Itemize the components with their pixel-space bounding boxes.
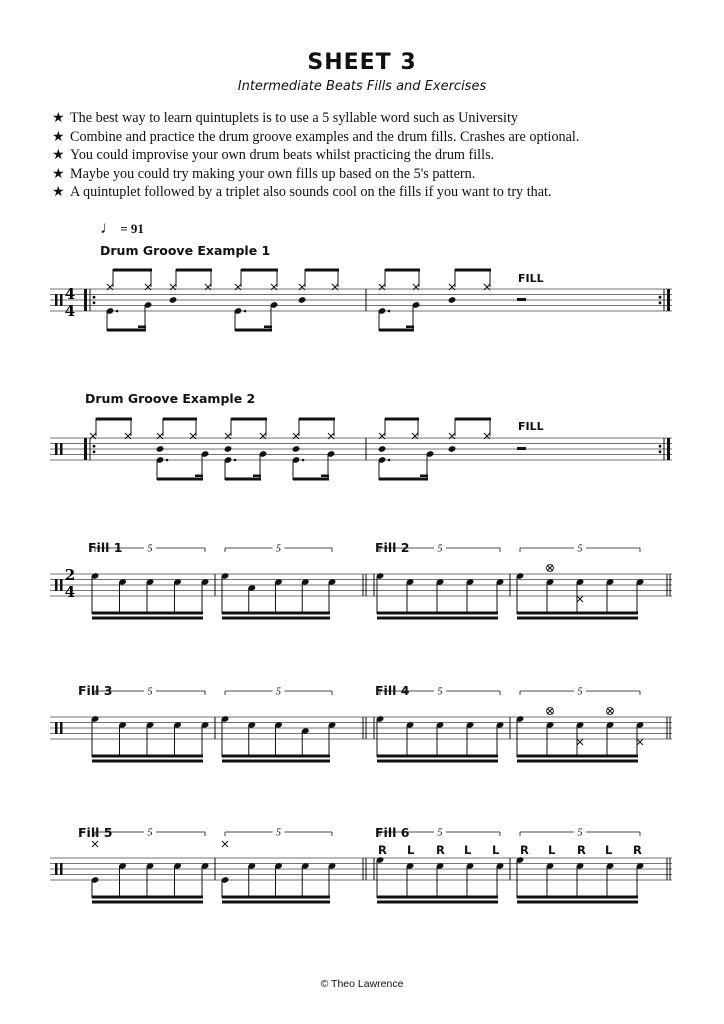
beam: [321, 475, 329, 478]
repeat-dot: [659, 296, 662, 299]
tuplet-number: 5: [437, 827, 443, 839]
fill-2-label: Fill 2: [375, 540, 410, 555]
groove-2-label: Drum Groove Example 2: [85, 391, 256, 406]
beam: [176, 269, 212, 272]
time-sig-bottom: 4: [64, 583, 76, 601]
beam: [385, 418, 419, 421]
beam: [92, 901, 203, 904]
sticking-letter: R: [577, 843, 586, 857]
sticking-letter: R: [378, 843, 387, 857]
beam: [222, 617, 330, 620]
tuplet-number: 5: [276, 827, 281, 839]
beam: [517, 901, 638, 904]
beam: [385, 269, 420, 272]
tuplet-number: 5: [147, 827, 153, 839]
sheet-title: SHEET 3: [307, 50, 417, 75]
sticking-letter: R: [520, 843, 529, 857]
star-icon: ★: [52, 165, 65, 182]
repeat-dot: [93, 445, 96, 448]
repeat-dot: [659, 301, 662, 304]
beam: [455, 418, 491, 421]
beam: [377, 896, 498, 899]
dot: [116, 310, 119, 313]
tip-text: The best way to learn quintuplets is to use a 5 syllable word such as University: [70, 110, 519, 126]
tuplet-number: 5: [147, 686, 153, 698]
percussion-clef: [60, 294, 63, 306]
notehead: [448, 445, 457, 453]
beam: [377, 617, 498, 620]
beam: [222, 755, 330, 758]
beam: [92, 896, 203, 899]
percussion-clef: [60, 863, 63, 875]
time-sig-top: 2: [64, 566, 76, 584]
notehead: [448, 296, 457, 304]
percussion-clef: [60, 443, 63, 455]
beam: [96, 418, 132, 421]
star-icon: ★: [52, 184, 65, 200]
beam: [377, 755, 498, 758]
repeat-dot: [659, 445, 662, 448]
tuplet-number: 5: [577, 827, 583, 839]
beam: [195, 475, 203, 478]
tuplet-number: 5: [276, 686, 281, 698]
groove-1-label: Drum Groove Example 1: [100, 243, 271, 258]
sticking-letter: R: [436, 843, 445, 857]
beam: [377, 901, 498, 904]
beam: [517, 612, 638, 615]
star-icon: ★: [52, 128, 65, 145]
beam: [138, 326, 146, 329]
beam: [264, 326, 272, 329]
beam: [225, 478, 261, 481]
dot: [234, 459, 237, 462]
tuplet-number: 5: [437, 686, 443, 698]
dot: [244, 310, 247, 313]
tip-text: You could improvise your own drum beats whilst practicing the drum fills.: [70, 147, 495, 163]
repeat-barline: [84, 289, 87, 311]
sticking-letter: L: [605, 843, 613, 857]
beam: [92, 612, 203, 615]
beam: [241, 269, 278, 272]
beam: [92, 755, 203, 758]
beam: [455, 269, 491, 272]
tuplet-number: 5: [437, 543, 443, 555]
beam: [222, 901, 330, 904]
sticking-letter: L: [548, 843, 556, 857]
dot: [302, 459, 305, 462]
sheet-subtitle: Intermediate Beats Fills and Exercises: [237, 79, 487, 94]
beam: [406, 326, 414, 329]
fill-1-label: Fill 1: [88, 540, 123, 555]
beam: [231, 418, 267, 421]
time-sig-top: 4: [64, 285, 76, 303]
percussion-clef: [55, 294, 58, 306]
tip-text: Combine and practice the drum groove examples and the drum fills. Crashes are optional.: [70, 128, 580, 145]
beam: [222, 896, 330, 899]
notehead: [378, 445, 387, 453]
percussion-clef: [55, 579, 58, 591]
percussion-clef: [60, 579, 63, 591]
beam: [92, 617, 203, 620]
beam: [379, 478, 428, 481]
beam: [379, 329, 414, 332]
notehead: [292, 445, 301, 453]
beam: [222, 760, 330, 763]
repeat-dot: [93, 296, 96, 299]
sticking-letter: R: [633, 843, 642, 857]
notehead: [298, 296, 307, 304]
percussion-clef: [55, 863, 58, 875]
beam: [293, 478, 329, 481]
repeat-dot: [93, 450, 96, 453]
notehead: [224, 445, 233, 453]
beam: [253, 475, 261, 478]
tempo-value: = 91: [120, 221, 144, 236]
beam: [517, 617, 638, 620]
tuplet-number: 5: [147, 543, 153, 555]
fill-6-label: Fill 6: [375, 825, 410, 840]
tuplet-number: 5: [276, 543, 281, 555]
notehead: [156, 445, 165, 453]
dot: [166, 459, 169, 462]
quarter-note-icon: ♩: [100, 218, 117, 237]
groove-1-fill-label: FILL: [518, 272, 544, 285]
beam: [157, 478, 203, 481]
beam: [377, 760, 498, 763]
half-rest: [517, 447, 526, 450]
beam: [377, 612, 498, 615]
star-icon: ★: [52, 147, 65, 163]
beam: [92, 760, 203, 763]
fill-3-label: Fill 3: [78, 683, 113, 698]
time-sig-bottom: 4: [64, 302, 76, 320]
dot: [388, 459, 391, 462]
percussion-clef: [55, 443, 58, 455]
repeat-barline: [667, 289, 670, 311]
beam: [517, 896, 638, 899]
percussion-clef: [60, 722, 63, 734]
notehead: [169, 296, 178, 304]
repeat-dot: [659, 450, 662, 453]
repeat-dot: [93, 301, 96, 304]
sticking-letter: L: [407, 843, 415, 857]
tuplet-number: 5: [577, 686, 583, 698]
tuplet-number: 5: [577, 543, 583, 555]
tip-text: A quintuplet followed by a triplet also sounds cool on the fills if you want to try that.: [70, 184, 552, 200]
beam: [517, 760, 638, 763]
beam: [299, 418, 335, 421]
beam: [163, 418, 197, 421]
beam: [235, 329, 272, 332]
groove-2-fill-label: FILL: [518, 420, 544, 433]
beam: [222, 612, 330, 615]
fill-4-label: Fill 4: [375, 683, 410, 698]
dot: [388, 310, 391, 313]
time-signatures: [65, 285, 75, 601]
notation-marks: [90, 269, 644, 904]
sticking-letter: L: [464, 843, 472, 857]
fill-5-label: Fill 5: [78, 825, 113, 840]
beam: [517, 755, 638, 758]
percussion-clef: [55, 722, 58, 734]
repeat-barline: [667, 438, 670, 460]
repeat-barline: [84, 438, 87, 460]
star-icon: ★: [52, 110, 65, 126]
tip-text: Maybe you could try making your own fills up based on the 5's pattern.: [70, 165, 476, 182]
beam: [305, 269, 339, 272]
sticking-letter: L: [492, 843, 500, 857]
copyright: © Theo Lawrence: [320, 978, 404, 990]
beam: [107, 329, 146, 332]
beam: [420, 475, 428, 478]
half-rest: [517, 298, 526, 301]
beam: [113, 269, 152, 272]
